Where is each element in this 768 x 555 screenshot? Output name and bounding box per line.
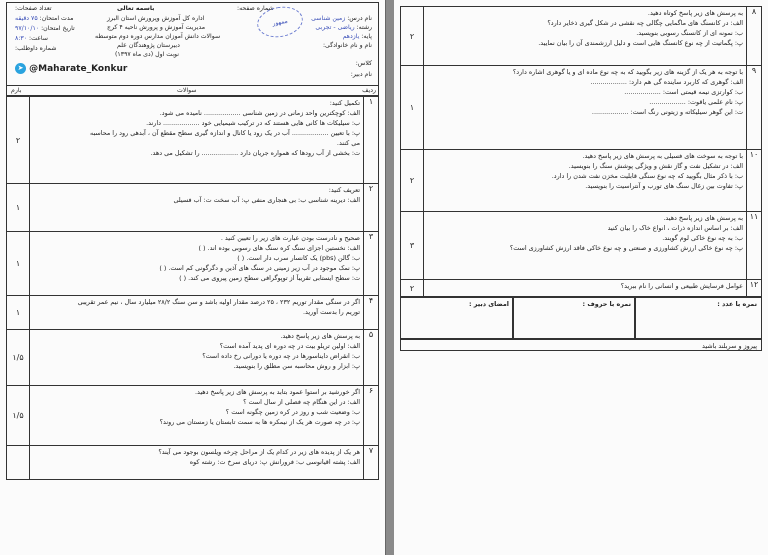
question-line: الف: گوهری که کاربرد ساینده گی هم دارد: .................. — [590, 77, 743, 86]
question-number: ۵ — [363, 330, 378, 385]
question-line: پ: با تعیین .................. آب در یک رود یا کانال و اندازه گیری سطح مقطع آن ، آبدهی رود را محاسبه — [90, 128, 360, 137]
org-line3: سوالات دانش آموزان مدارس دوره دوم متوسطه — [95, 33, 221, 40]
closing-message: پیروز و سربلند باشید — [400, 339, 762, 351]
question-score: ۲ — [7, 97, 30, 183]
question-line: الف: دیرینه شناسی ب: بی هنجاری منفی پ: آب سخت ت: آب فسیلی — [173, 195, 360, 204]
question-line: ت: این گوهر سیلیکاته و زیتونی رنگ است: .................. — [591, 107, 743, 116]
question-row — [400, 280, 762, 297]
question-line: ب: با ذکر مثال بگویید که چه نوع سنگی قابلیت مخزن نفت شدن را دارد. — [551, 171, 743, 180]
question-line: با توجه به هر یک از گزینه های زیر بگویید که به چه نوع ماده ای و یا گوهری اشاره دارد؟ — [512, 68, 743, 76]
question-text — [33, 186, 360, 229]
question-number: ۱۲ — [746, 280, 761, 296]
org-line5: نوبت اول (دی ماه ۱۳۹۷) — [115, 51, 179, 58]
question-line: توریم را بدست آورید. — [302, 307, 360, 316]
pages-count-field: تعداد صفحات: — [15, 5, 52, 12]
question-line: پ: چه نوع خاکی ارزش کشاورزی و صنعتی و چه نوع خاکی فاقد ارزش کشاورزی است؟ — [509, 243, 743, 252]
question-score: ۲ — [401, 7, 424, 65]
question-line: صحیح و نادرست بودن عبارت های زیر را تعیین کنید . — [220, 234, 360, 242]
teacher-field: نام دبیر: — [350, 71, 372, 78]
question-line: به پرسش های زیر پاسخ کوتاه دهید. — [647, 9, 743, 17]
question-row — [400, 66, 762, 150]
question-score — [7, 446, 30, 479]
question-line: الف: کوچکترین واحد زمانی در زمین شناسی .................. نامیده می شود. — [159, 108, 360, 117]
question-score: ۲ — [401, 280, 424, 296]
question-line: عوامل فرسایش طبیعی و انسانی را نام ببرید؟ — [620, 282, 743, 290]
question-line: می کنند. — [336, 138, 360, 147]
question-line: ب: سیلیکات ها کانی هایی هستند که در ترکیب شیمیایی خود .................. دارند. — [146, 118, 360, 127]
question-row — [6, 96, 379, 184]
org-line2: مدیریت آموزش و پرورش ناحیه ۴ کرج — [107, 24, 206, 31]
question-text — [33, 99, 360, 181]
subject-field: نام درس: زمین شناسی — [311, 15, 372, 22]
header-title: باسمه تعالی — [117, 5, 155, 12]
question-text — [427, 152, 743, 209]
question-line: الف: در تشکیل نفت و گاز نقش و ویژگی پوشش سنگ را بنویسید. — [568, 161, 743, 170]
question-line: تکمیل کنید: — [329, 99, 360, 107]
question-number: ۶ — [363, 386, 378, 445]
question-score: ۱ — [7, 184, 30, 231]
class-field: کلاس: — [355, 60, 372, 67]
question-text — [33, 388, 360, 443]
question-number: ۹ — [746, 66, 761, 149]
telegram-icon: ➤ — [15, 63, 26, 74]
question-line: ب: گالن (pbs) یک کانسار سرب دار است. ( ) — [237, 253, 360, 262]
question-text — [33, 298, 360, 327]
question-number: ۸ — [746, 7, 761, 65]
question-number: ۳ — [363, 232, 378, 295]
exam-header — [6, 2, 379, 86]
col-questions-label: سوالات — [177, 87, 197, 94]
org-line1: اداره کل آموزش وپرورش استان البرز — [107, 15, 205, 22]
question-line: هر یک از پدیده های زیر در کدام یک از مراحل چرخه ویلسون بوجود می آیند؟ — [158, 448, 360, 456]
question-line: پ: نام علمی یاقوت: .................. — [649, 97, 743, 106]
question-line: با توجه به سوخت های فسیلی به پرسش های زیر پاسخ دهید. — [582, 152, 743, 160]
col-score-label: بارم — [11, 87, 22, 94]
question-row — [400, 212, 762, 280]
col-row-label: ردیف — [362, 87, 376, 94]
question-line: اگر در سنگی مقدار توریم ۲۳۲ ، ۲۵ درصد مقدار اولیه باشد و سن سنگ ۲۸/۲ میلیارد سال ، نیم عمر تقریبی — [77, 298, 360, 306]
question-score: ۱ — [401, 66, 424, 149]
question-line: ت: سطح ایستابی تقریباً از توپوگرافی سطح زمین پیروی می کند. ( ) — [179, 273, 360, 282]
grade-field: پایه: یازدهم — [342, 33, 372, 40]
exam-page-right — [394, 0, 768, 555]
school-stamp: ممهور — [255, 3, 306, 41]
question-line: ب: وضعیت شب و روز در کره زمین چگونه است ؟ — [225, 407, 360, 416]
question-text — [427, 282, 743, 294]
question-line: به پرسش های زیر پاسخ دهید. — [663, 214, 743, 222]
question-line: ب: انقراض دایناسورها در چه دوره یا دورانی رخ داده است؟ — [202, 351, 360, 360]
question-row — [6, 232, 379, 296]
question-row — [6, 296, 379, 330]
question-line: پ: در چه صورت هر یک از نیمکره ها به سمت تابستان یا زمستان می روند؟ — [159, 417, 360, 426]
question-row — [6, 386, 379, 446]
question-line: الف: در کانسنگ های ماگمایی چگالی چه نقشی در شکل گیری ذخایر دارد؟ — [547, 18, 743, 27]
question-row — [400, 6, 762, 66]
org-line4: دبیرستان پژوهندگان علم — [117, 42, 180, 49]
question-score: ۱ — [7, 296, 30, 329]
question-row — [6, 184, 379, 232]
question-text — [33, 448, 360, 477]
question-line: ب: نمونه ای از کانسنگ رسوبی بنویسید. — [636, 28, 743, 37]
question-line: تعریف کنید: — [328, 186, 360, 194]
question-text — [427, 9, 743, 63]
question-text — [33, 332, 360, 383]
question-score: ۱ — [7, 232, 30, 295]
question-line: پ: پگماتیت از چه نوع کانسنگ هایی است و دلیل ارزشمندی آن را بیان نمایید. — [538, 38, 743, 47]
question-score: ۲ — [401, 150, 424, 211]
exam-date-field: تاریخ امتحان: ۹۷/۱۰/۱۰ — [15, 25, 75, 32]
question-number: ۱۰ — [746, 150, 761, 211]
candidate-no-field: شماره داوطلب: — [15, 45, 57, 52]
question-number: ۱ — [363, 97, 378, 183]
question-line: اگر خورشید بر استوا عمود بتابد به پرسش های زیر پاسخ دهید. — [194, 388, 360, 396]
question-score: ۱/۵ — [7, 386, 30, 445]
question-row — [6, 446, 379, 480]
question-line: الف: پشته اقیانوسی ب: فرورانش پ: دریای سرخ ت: رشته کوه — [189, 457, 360, 466]
question-text — [427, 68, 743, 147]
question-number: ۱۱ — [746, 212, 761, 279]
question-number: ۲ — [363, 184, 378, 231]
student-name-field: نام و نام خانوادگی: — [322, 42, 372, 49]
page-no-label: شماره صفحه: — [237, 5, 274, 12]
major-field: رشته: ریاضی - تجربی — [315, 24, 372, 31]
question-line: پ: نمک موجود در آب زیر زمینی در سنگ های آذین و دگرگونی کم است. ( ) — [159, 263, 360, 272]
score-letters-box: نمره با حروف : — [512, 297, 636, 339]
question-line: پ: ابزار و روش محاسبه سن مطلق را بنویسید. — [233, 361, 360, 370]
question-score: ۱/۵ — [7, 330, 30, 385]
telegram-watermark: ➤ @Maharate_Konkur — [15, 63, 127, 74]
exam-time-field: ساعت: ۸:۳۰ — [15, 35, 48, 42]
questions-table-header — [6, 86, 379, 96]
question-line: الف: بر اساس اندازه ذرات ، انواع خاک را بیان کنید — [607, 223, 743, 232]
teacher-signature-box: امضای دبیر : — [400, 297, 514, 339]
question-number: ۴ — [363, 296, 378, 329]
question-score: ۳ — [401, 212, 424, 279]
question-line: الف: نخستین اجزای سنگ کره سنگ های رسوبی بوده اند. ( ) — [198, 243, 360, 252]
question-line: الف: در این هنگام چه فصلی از سال است ؟ — [243, 397, 360, 406]
question-text — [427, 214, 743, 277]
question-line: ب: کوارتزی نیمه قیمتی است: .................. — [624, 87, 743, 96]
question-line: پ: تفاوت بین زغال سنگ های تورب و آنتراسیت را بنویسید. — [585, 181, 743, 190]
question-line: ت: بخشی از آب رودها که همواره جریان دارد .................. را تشکیل می دهد. — [150, 148, 360, 157]
duration-field: مدت امتحان: ۷۵ دقیقه — [15, 15, 74, 22]
question-row — [6, 330, 379, 386]
question-row — [400, 150, 762, 212]
question-text — [33, 234, 360, 293]
question-line: به پرسش های زیر پاسخ دهید. — [280, 332, 360, 340]
question-line: ب: به چه نوع خاکی لوم گویند. — [662, 233, 743, 242]
score-digits-box: نمره با عدد : — [634, 297, 762, 339]
question-line: الف: اولین تریلو بیت در چه دوره ای پدید آمده است؟ — [219, 341, 360, 350]
question-number: ۷ — [363, 446, 378, 479]
